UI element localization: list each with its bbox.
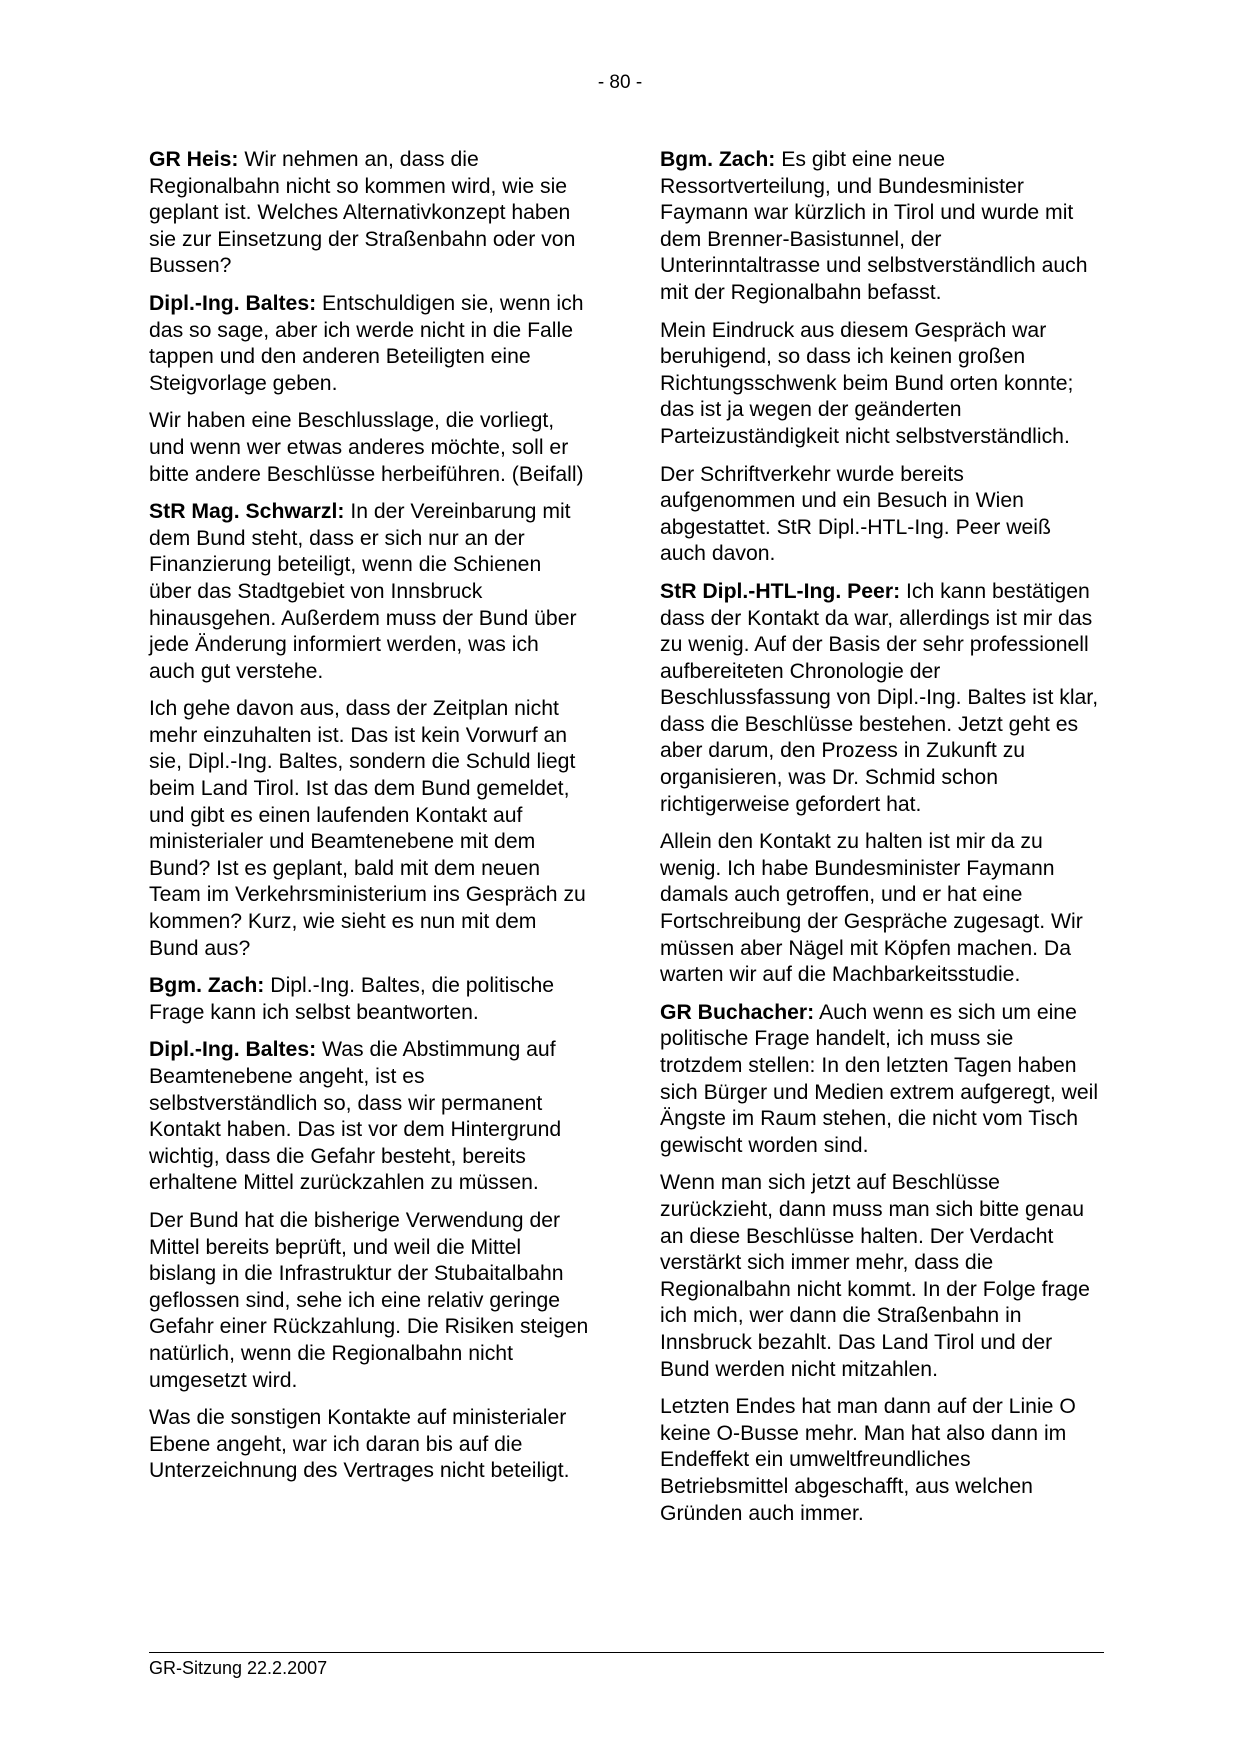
- paragraph-text: Was die sonstigen Kontakte auf ministerialer Ebene angeht, war ich daran bis auf die Unterzeichnung des Vertrages nicht beteiligt.: [149, 1406, 570, 1483]
- paragraph: [149, 291, 589, 397]
- paragraph: [660, 1000, 1100, 1160]
- paragraph: [149, 1037, 589, 1197]
- paragraph: [660, 462, 1100, 568]
- paragraph: [660, 318, 1100, 451]
- paragraph-text: Mein Eindruck aus diesem Gespräch war beruhigend, so dass ich keinen großen Richtungsschwenk beim Bund orten konnte; das ist ja wegen der geänderten Parteizuständigkeit nicht selbstverständlich.: [660, 318, 1074, 448]
- speaker-name: GR Buchacher:: [660, 1000, 815, 1024]
- paragraph-text: Letzten Endes hat man dann auf der Linie O keine O-Busse mehr. Man hat also dann im Endeffekt ein umweltfreundliches Betriebsmittel abgeschafft, aus welchen Gründen auch immer.: [660, 1395, 1076, 1525]
- footer-divider: [149, 1652, 1104, 1653]
- paragraph-text: Entschuldigen sie, wenn ich das so sage, aber ich werde nicht in die Falle tappen und den anderen Beteiligten eine Steigvorlage geben.: [149, 291, 584, 395]
- speaker-name: StR Dipl.-HTL-Ing. Peer:: [660, 579, 901, 603]
- speaker-name: GR Heis:: [149, 148, 239, 171]
- paragraph: [660, 1170, 1100, 1383]
- paragraph: [660, 1394, 1100, 1527]
- paragraph: [149, 696, 589, 962]
- speaker-name: Dipl.-Ing. Baltes:: [149, 291, 317, 315]
- paragraph: [149, 499, 589, 685]
- right-column: [660, 147, 1100, 1538]
- paragraph: [149, 147, 589, 280]
- paragraph-text: In der Vereinbarung mit dem Bund steht, dass er sich nur an der Finanzierung beteiligt, wenn die Schienen über das Stadtgebiet von Innsbruck hinausgehen. Außerdem muss der Bund über jede Änderung informiert werden, was ich auch gut verstehe.: [149, 500, 577, 683]
- paragraph-text: Es gibt eine neue Ressortverteilung, und Bundesminister Faymann war kürzlich in Tirol und wurde mit dem Brenner-Basistunnel, der Unterinntaltrasse und selbstverständlich auch mit der Regionalbahn befasst.: [660, 148, 1088, 304]
- paragraph-text: Ich kann bestätigen dass der Kontakt da war, allerdings ist mir das zu wenig. Auf der Basis der sehr professionell aufbereiteten Chronologie der Beschlussfassung von Dipl.-Ing. Baltes ist klar, dass die Beschlüsse bestehen. Jetzt geht es aber darum, den Prozess in Zukunft zu organisieren, was Dr. Schmid schon richtigerweise gefordert hat.: [660, 579, 1099, 816]
- page-number: - 80 -: [597, 72, 643, 93]
- paragraph-text: Was die Abstimmung auf Beamtenebene angeht, ist es selbstverständlich so, dass wir permanent Kontakt haben. Das ist vor dem Hintergrund wichtig, dass die Gefahr besteht, bereits erhaltene Mittel zurückzahlen zu müssen.: [149, 1038, 562, 1195]
- footer-text: GR-Sitzung 22.2.2007: [149, 1658, 328, 1678]
- paragraph-text: Wir haben eine Beschlusslage, die vorliegt, und wenn wer etwas anderes möchte, soll er bitte andere Beschlüsse herbeiführen. (Beifall): [149, 409, 584, 486]
- paragraph: [149, 408, 589, 488]
- speaker-name: StR Mag. Schwarzl:: [149, 500, 345, 524]
- paragraph-text: Auch wenn es sich um eine politische Frage handelt, ich muss sie trotzdem stellen: In den letzten Tagen haben sich Bürger und Medien extrem aufgeregt, weil Ängste im Raum stehen, die nicht vom Tisch gewischt worden sind.: [660, 1000, 1099, 1157]
- speaker-name: Bgm. Zach:: [660, 148, 776, 171]
- paragraph-text: Dipl.-Ing. Baltes, die politische Frage kann ich selbst beantworten.: [149, 974, 555, 1024]
- paragraph-text: Ich gehe davon aus, dass der Zeitplan nicht mehr einzuhalten ist. Das ist kein Vorwurf an sie, Dipl.-Ing. Baltes, sondern die Schuld liegt beim Land Tirol. Ist das dem Bund gemeldet, und gibt es einen laufenden Kontakt auf ministerialer und Beamtenebene mit dem Bund? Ist es geplant, bald mit dem neuen Team im Verkehrsministerium ins Gespräch zu kommen? Kurz, wie sieht es nun mit dem Bund aus?: [149, 697, 586, 960]
- paragraph: [660, 579, 1100, 818]
- left-column: [149, 147, 589, 1496]
- paragraph: [660, 147, 1100, 307]
- paragraph-text: Wir nehmen an, dass die Regionalbahn nicht so kommen wird, wie sie geplant ist. Welches Alternativkonzept haben sie zur Einsetzung der Straßenbahn oder von Bussen?: [149, 148, 576, 278]
- paragraph: [149, 1208, 589, 1394]
- paragraph-text: Der Bund hat die bisherige Verwendung der Mittel bereits beprüft, und weil die Mittel bislang in die Infrastruktur der Stubaitalbahn geflossen sind, sehe ich eine relativ geringe Gefahr einer Rückzahlung. Die Risiken steigen natürlich, wenn die Regionalbahn nicht umgesetzt wird.: [149, 1208, 589, 1392]
- paragraph: [149, 973, 589, 1026]
- paragraph: [660, 829, 1100, 989]
- paragraph-text: Allein den Kontakt zu halten ist mir da zu wenig. Ich habe Bundesminister Faymann damals auch getroffen, und er hat eine Fortschreibung der Gespräche zugesagt. Wir müssen aber Nägel mit Köpfen machen. Da warten wir auf die Machbarkeitsstudie.: [660, 830, 1083, 987]
- paragraph-text: Wenn man sich jetzt auf Beschlüsse zurückzieht, dann muss man sich bitte genau an diese Beschlüsse halten. Der Verdacht verstärkt sich immer mehr, dass die Regionalbahn nicht kommt. In der Folge frage ich mich, wer dann die Straßenbahn in Innsbruck bezahlt. Das Land Tirol und der Bund werden nicht mitzahlen.: [660, 1171, 1090, 1381]
- paragraph-text: Der Schriftverkehr wurde bereits aufgenommen und ein Besuch in Wien abgestattet. StR Dipl.-HTL-Ing. Peer weiß auch davon.: [660, 462, 1051, 566]
- paragraph: [149, 1405, 589, 1485]
- speaker-name: Bgm. Zach:: [149, 974, 265, 998]
- speaker-name: Dipl.-Ing. Baltes:: [149, 1038, 317, 1062]
